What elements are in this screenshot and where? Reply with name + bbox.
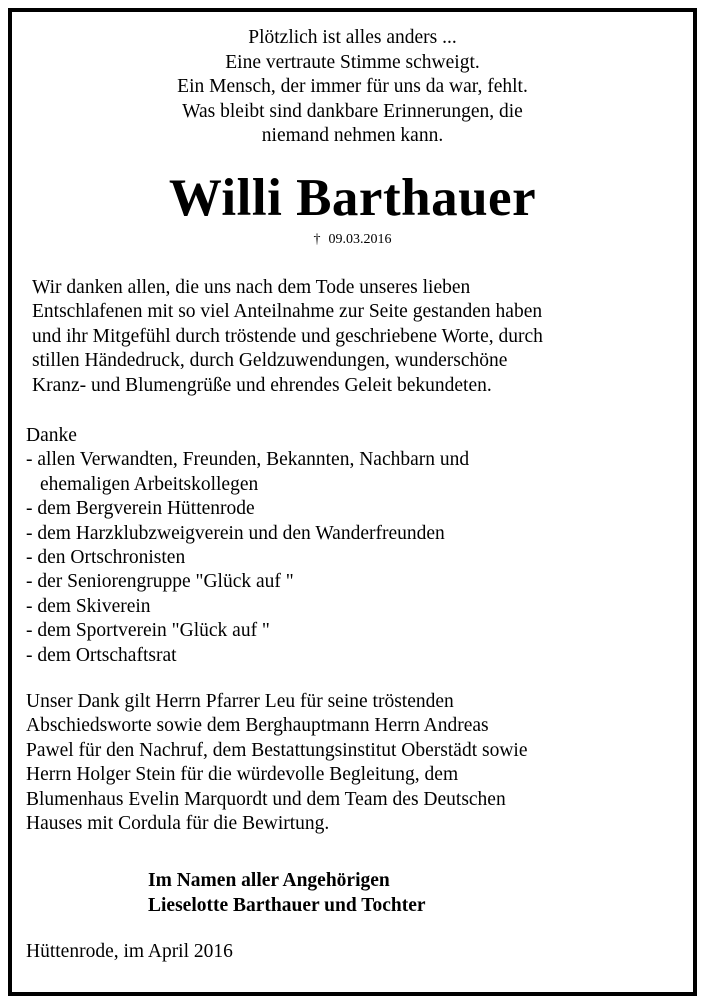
danke-list [26,424,666,668]
list-item: - dem Harzklubzweigverein und den Wanderfreunden [26,522,445,544]
closing-line: Hauses mit Cordula für die Bewirtung. [26,813,330,835]
thanks-line: Wir danken allen, die uns nach dem Tode unseres lieben [32,277,471,298]
memorial-poem [0,26,705,149]
list-item: - allen Verwandten, Freunden, Bekannten, Nachbarn und [26,449,470,471]
closing-line: Herrn Holger Stein für die würdevolle Begleitung, dem [26,764,459,786]
cross-icon: † [313,232,321,247]
list-item: - dem Ortschaftsrat [26,644,177,666]
thanks-line: Entschlafenen mit so viel Anteilnahme zur Seite gestanden haben [32,301,543,323]
list-item: - dem Skiverein [26,595,151,617]
deceased-name: Willi Barthauer [168,169,537,227]
poem-line: Was bleibt sind dankbare Erinnerungen, die [182,100,523,122]
closing-line: Abschiedsworte sowie dem Berghauptmann Herrn Andreas [26,715,489,737]
poem-line: Eine vertraute Stimme schweigt. [225,51,480,73]
poem-line: Plötzlich ist alles anders ... [248,27,457,48]
signature-line: Im Namen aller Angehörigen [148,870,390,891]
list-item: - dem Sportverein "Glück auf " [26,620,270,642]
list-item: ehemaligen Arbeitskollegen [40,473,259,495]
death-date-line [0,231,705,249]
closing-paragraph [26,690,676,836]
list-item: - dem Bergverein Hüttenrode [26,498,255,520]
signature-line: Lieselotte Barthauer und Tochter [148,894,426,916]
signature-block [148,869,426,918]
death-date: 09.03.2016 [328,232,392,247]
danke-heading: Danke [26,425,77,446]
list-item: - der Seniorengruppe "Glück auf " [26,571,294,593]
thanks-paragraph [32,276,672,398]
thanks-line: Kranz- und Blumengrüße und ehrendes Geleit bekundeten. [32,374,492,396]
poem-line: niemand nehmen kann. [261,125,444,146]
poem-line: Ein Mensch, der immer für uns da war, fehlt. [177,76,528,97]
closing-line: Unser Dank gilt Herrn Pfarrer Leu für seine tröstenden [26,691,454,712]
place-date: Hüttenrode, im April 2016 [26,941,233,962]
list-item: - den Ortschronisten [26,547,186,569]
thanks-line: stillen Händedruck, durch Geldzuwendungen, wunderschöne [32,350,508,372]
closing-line: Pawel für den Nachruf, dem Bestattungsinstitut Oberstädt sowie [26,739,528,761]
thanks-line: und ihr Mitgefühl durch tröstende und geschriebene Worte, durch [32,325,543,347]
closing-line: Blumenhaus Evelin Marquordt und dem Team des Deutschen [26,788,506,810]
